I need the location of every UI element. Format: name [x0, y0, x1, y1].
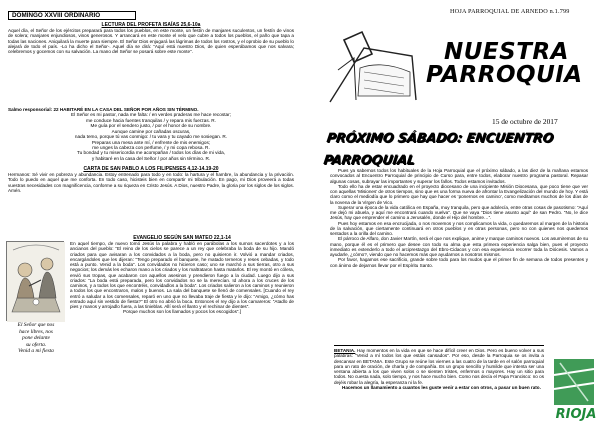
article-paragraph: Por favor, hagamos ese sacrificio, grande sobre todo para los mudos que el primer fin de semana de todos presentes y con ánimo de dejarnos llevar por el Espíritu Santo. [330, 257, 588, 268]
reading2-text: Hermanos: Sé vivir en pobreza y abundancia. Estoy entrenado para todo y en todo: la hartura y el hambre, la abundancia y la privación. Todo lo puedo en aquel que me conforta. En todo caso, hicisteis bien en compartir mi tribulación. En pago, mi Dios proveerá a todas vuestras necesidades con magnificencia, conforme a su riqueza en Cristo Jesús. A Dios, nuestro Padre, la gloria por los siglos de los siglos. Amén. [8, 172, 294, 193]
church-sketch-icon [324, 30, 419, 105]
psalm-verse: me unges la cabeza con perfume, / y mi copa rebosa. R. [92, 144, 210, 150]
illustration-caption [2, 322, 70, 355]
psalm-response: Salmo responsorial: 22 HABITARÉ EN LA CASA DEL SEÑOR POR AÑOS SIN TÉRMINO. [8, 107, 199, 112]
caption-line: hace libres, nos [19, 328, 53, 335]
first-reading [8, 22, 294, 54]
reading2-title: CARTA DE SAN PABLO A LOS FILIPENSES 4,12-14.19-20 [83, 166, 219, 172]
masthead [324, 30, 594, 130]
gospel-title: EVANGELIO SEGÚN SAN MATEO 22,1-14 [133, 235, 231, 241]
gospel-text: En aquel tiempo, de nuevo tomó Jesús la palabra y habló en parábolas a los sumos sacerdotes y a los ancianos del pueblo: “El reino de los cielos se parece a un rey que celebraba la boda de su hijo. Mandó criados para que avisaran a los convidados a la boda, pero no quisieron ir. Volvió a mandar criados, encargándoles que les dijeran: “Tengo preparado el banquete, he matado terneros y reses cebadas, y todo está a punto. Venid a la boda”. Los convidados no hicieron caso; uno se marchó a sus tierras, otro a sus negocios; los demás les echaron mano a los criados y los maltrataron hasta matarlos. El rey montó en cólera, envió sus tropas, que acabaron con aquellos asesinos y prendieron fuego a la ciudad. Luego dijo a sus criados: “La boda está preparada, pero los convidados no se la merecían. Id ahora a los cruces de los caminos, y a todos los que encontréis, convidadlos a la boda”. Los criados salieron a los caminos y reunieron a todos los que encontraron, malos y buenos. La sala del banquete se llenó de comensales. [Cuando el rey entró a saludar a los comensales, reparó en uno que no llevaba traje de fiesta y le dijo: “Amigo, ¿cómo has entrado aquí sin vestido de fiesta?” El otro no abrió la boca. Entonces el rey dijo a los camareros: “Atadlo de pies y manos y arrojadlo fuera, a las tinieblas. Allí será el llanto y el rechinar de dientes”. [70, 241, 294, 309]
bulletin-number: HOJA PARROQUIAL DE ARNEDO n.1.799 [450, 8, 570, 15]
caption-line: pone delante [22, 335, 50, 341]
betania-box [334, 345, 544, 419]
betania-paragraph [334, 348, 544, 385]
brand-line1: NUESTRA [444, 39, 569, 65]
gospel-closing: Porque muchos son los llamados y pocos los escogidos”.] [123, 309, 241, 315]
rioja-logo [546, 355, 600, 427]
right-page [300, 0, 600, 427]
psalm-block [8, 107, 294, 161]
caption-line: Venid a mi fiesta [18, 348, 54, 354]
banquet-icon [7, 242, 65, 322]
psalm-verse: nada temo, porque tú vas conmigo: / tu vara y tu cayado me sosiegan. R. [74, 134, 228, 140]
article-paragraph: Todo ello ha de estar encuadrado en el proyecto diocesano de una incipiente Misión Diocesana, que poco tiene que ver con aquellas ‘Misiones’ de otros tiempos, sino que es una forma nueva de afrontar la Evangelización del mundo de hoy. Y está claro como el mediodía que lo primero que hay que hacer es ‘ponernos en camino’, como meditamos muchos de los días de la novena de la Virgen de Vico. [330, 183, 588, 205]
psalm-verse: Tu bondad y tu misericordia me acompañan / todos los días de mi vida, [76, 150, 226, 156]
psalm-verse: y habitaré en la casa del Señor / por años sin término. R. [91, 155, 211, 161]
betania-text: Hay momentos en la vida en que se hace difícil creer en Dios. Pero es bueno volver a sus palabras: “Venid a mí todos los que estáis cansados”. Por eso, desde la Parroquia se os invita a descansar en BETANIA. Este Grupo se reúne los viernes a las cuatro de la tarde en el salón parroquial para un rato de oración, de charla y de compañía. Es un grupo sencillo y humilde que intenta ser una ventana abierta a los que viven solos o se sienten tristes, enfermos o mayores. Hay un sitio para todos. No cuesta nada, solo tiempo, y nos hace mucho bien. Como nos decía el Papa Francisco: no os dejéis robar la alegría, la esperanza ni la fe. [334, 348, 544, 385]
article-paragraph: Pues ya sabemos todos los habituales de la Hoja Parroquial que el próximo sábado, a las diez de la mañana estamos convocados al Encuentro Parroquial de principio de Curso para, entre todos, elaborar nuestro programa pastoral. Repasar algunas cosas, subrayar las importantes y superar los fallos. Todos estamos invitados. [330, 168, 588, 184]
betania-closing: Hacemos un llamamiento a cuantos les guste venir a estar con otros, a pasar un buen rato. [342, 384, 541, 390]
psalm-verse: Preparas una mesa ante mí, / enfrente de mis enemigos; [91, 139, 211, 145]
article-paragraph: El párroco de Alfaro, don Javier Martín, será el que nos explique, anime y marque caminos nuevos. Los asumiremos de su mano, porque él es el primero que desee con todo su alma que esta primera experiencia salga bien, pues el proyecto inmediato es extenderlo a todo el arciprestazgo del Ebro-Cidacos y con esa experiencia recorrer toda la Diócesis. Vamos a ayudarle, ¿cómo?, viendo que no hacemos más que ayudarnos a nosotros mismos. [330, 236, 588, 257]
betania-label: BETANIA. [334, 348, 356, 353]
headline [322, 128, 580, 168]
psalm-verse: Aunque camine por cañadas oscuras, [111, 128, 191, 134]
psalm-verse: Me guía por el sendero justo, / por el honor de su nombre. [90, 123, 212, 129]
gospel-illustration [6, 241, 64, 321]
article-body [330, 168, 588, 268]
section-title: DOMINGO XXVIII ORDINARIO [8, 11, 136, 20]
psalm-verse: me conduce hacia fuentes tranquilas / y repara mis fuerzas. R. [85, 117, 216, 123]
caption-line: su oferta. [25, 341, 47, 348]
brand-line2: PARROQUIA [426, 62, 583, 88]
gospel-block [70, 235, 294, 315]
reading1-title: LECTURA DEL PROFETA ISAÍAS 25,6-10a [101, 22, 201, 28]
reading1-text: Aquel día, el Señor de los ejércitos preparará para todos los pueblos, en este monte, un festín de manjares suculentos, un festín de vinos de solera; manjares enjundiosos, vinos generosos. Y arrancará en este monte el velo que cubre a todos los pueblos, el paño que tapa a todas las naciones. Aniquilará la muerte para siempre. El Señor Dios enjugará las lágrimas de todos los rostros, y el oprobio de su pueblo lo alejará de todo el país. -Lo ha dicho el Señor-. Aquel día se dirá: “Aquí está nuestro Dios, de quien esperábamos que nos salvara; celebremos y gocemos con su salvación. La mano del Señor se posará sobre este monte”. [8, 28, 294, 54]
left-page [0, 0, 300, 427]
rioja-label: RIOJA [555, 407, 597, 422]
second-reading [8, 166, 294, 193]
psalm-verse: El Señor es mi pastor, nada me falta: / en verdes praderas me hace recostar; [71, 112, 231, 118]
caption-line: El Señor que nos [17, 322, 55, 328]
issue-date: 15 de octubre de 2017 [492, 117, 558, 126]
article-paragraph: Superar una época de la vida católica en España, muy tranquila, pero que adolecía, entre otras cosas de pasotismo: “Aquí me dejó mi abuela, y aquí me encontrará cuando vuelva”. Que se vaya “Dios tiene asunto aquí” de san Pedro. “No, le dice Jesús, hay que emprender el camino a Jerusalén, donde el Hijo del hombre…”. [330, 204, 588, 221]
article-paragraph: Pues hoy estamos en esa encrucijada, o nos movemos y nos complicamos la vida, o quedaremos al margen de la historia de la salvación, que ciertamente continuará en otros pueblos y en otras personas, pero no con quienes nos quedemos sentados a la orilla del camino. [330, 220, 588, 236]
headline-text: PRÓXIMO SÁBADO: ENCUENTRO PARROQUIAL [322, 131, 555, 168]
